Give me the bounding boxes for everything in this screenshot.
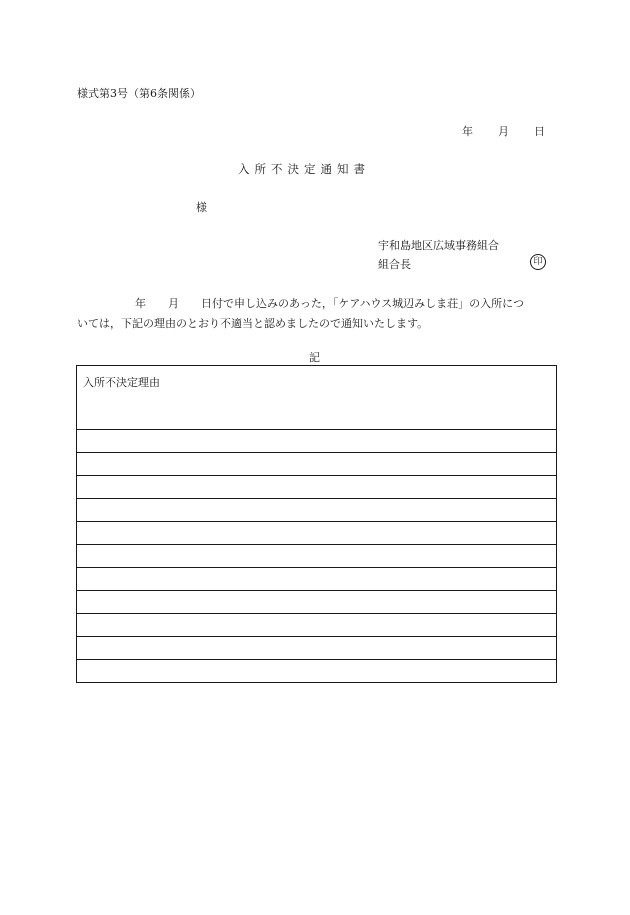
table-row	[77, 476, 557, 499]
table-row	[77, 430, 557, 453]
date-line	[462, 123, 545, 139]
addressee-suffix: 様	[196, 201, 207, 214]
issuer-organization: 宇和島地区広域事務組合	[378, 239, 499, 252]
table-row	[77, 614, 557, 637]
blank-cell	[77, 568, 557, 591]
blank-cell	[77, 522, 557, 545]
issuer-title: 組合長	[378, 258, 411, 271]
reason-header-cell: 入所不決定理由	[77, 366, 557, 430]
date-month: 月	[498, 125, 509, 138]
table-row	[77, 545, 557, 568]
seal-mark: 印	[530, 254, 546, 270]
blank-cell	[77, 476, 557, 499]
body-line-2: いては，下記の理由のとおり不適当と認めましたので通知いたします。	[77, 317, 429, 330]
table-row	[77, 499, 557, 522]
document-title: 入所不決定通知書	[238, 162, 370, 176]
body-text	[77, 294, 557, 334]
record-label: 記	[309, 351, 320, 364]
blank-cell	[77, 591, 557, 614]
blank-cell	[77, 430, 557, 453]
blank-cell	[77, 453, 557, 476]
table-row	[77, 453, 557, 476]
date-day: 日	[534, 125, 545, 138]
table-header-row	[77, 366, 557, 430]
blank-cell	[77, 637, 557, 660]
table-row	[77, 568, 557, 591]
table-row	[77, 637, 557, 660]
table-row	[77, 522, 557, 545]
body-line-1: 年 月 日付で申し込みのあった，「ケアハウス城辺みしま荘」の入所につ	[135, 297, 524, 310]
blank-cell	[77, 614, 557, 637]
table-row	[77, 660, 557, 683]
blank-cell	[77, 499, 557, 522]
blank-cell	[77, 660, 557, 683]
blank-cell	[77, 545, 557, 568]
reason-table	[76, 365, 557, 683]
date-year: 年	[462, 125, 473, 138]
form-number: 様式第3号（第6条関係）	[77, 87, 201, 100]
table-row	[77, 591, 557, 614]
